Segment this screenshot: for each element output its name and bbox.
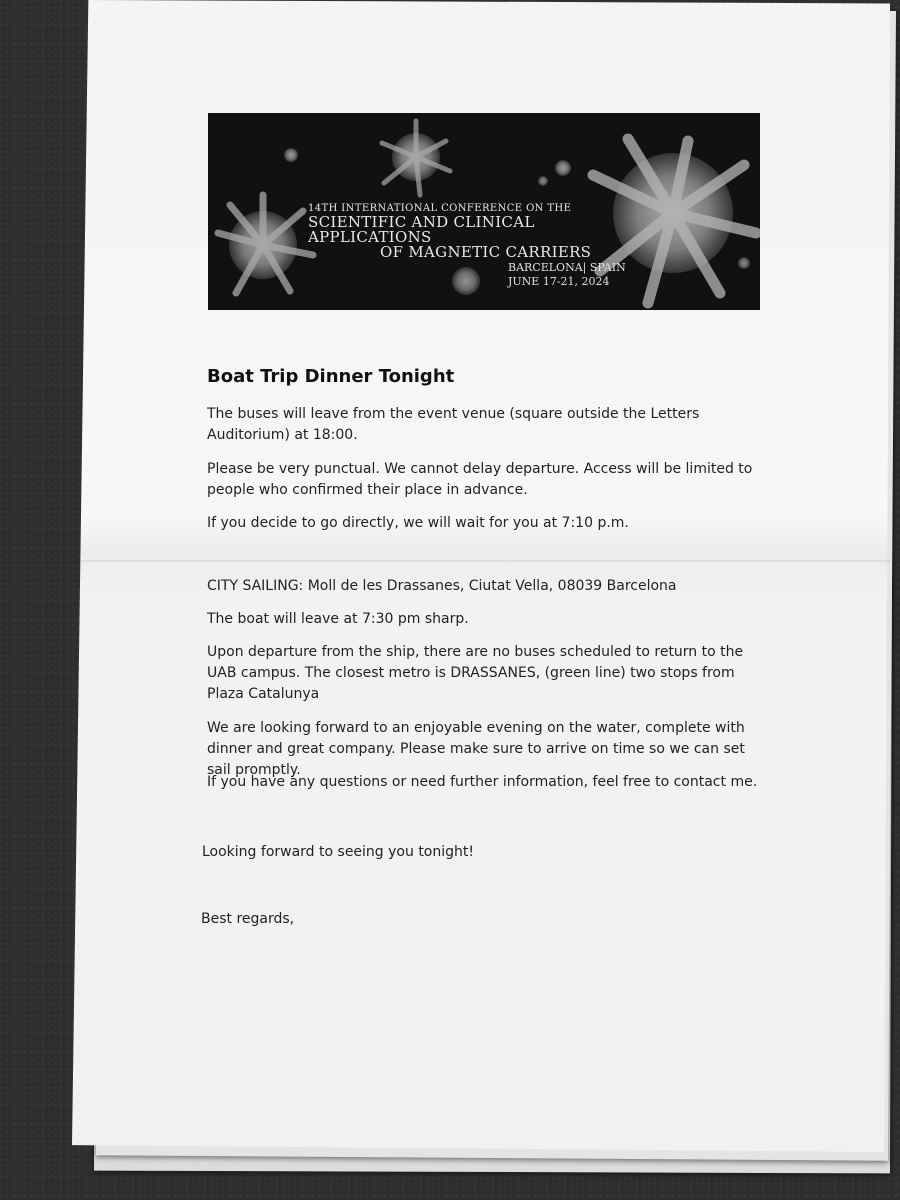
conference-banner	[208, 113, 760, 310]
conference-dates: JUNE 17-21, 2024	[508, 275, 610, 288]
conference-name-line2: OF MAGNETIC CARRIERS	[380, 243, 592, 261]
boat-departure-paragraph: The boat will leave at 7:30 pm sharp.	[207, 611, 469, 627]
contact-paragraph: If you have any questions or need further information, feel free to contact me.	[207, 774, 758, 790]
closing-line: Looking forward to seeing you tonight!	[202, 844, 474, 860]
conference-edition: 14TH INTERNATIONAL CONFERENCE ON THE	[308, 203, 572, 214]
punctuality-paragraph: Please be very punctual. We cannot delay departure. Access will be limited to people who confirmed their place in advance.	[207, 461, 753, 498]
meeting-address: CITY SAILING: Moll de les Drassanes, Ciutat Vella, 08039 Barcelona	[207, 578, 677, 594]
return-transport-paragraph: Upon departure from the ship, there are no buses scheduled to return to the UAB campus. The closest metro is DRASSANES, (green line) two stops from Plaza Catalunya	[207, 644, 744, 702]
conference-city: BARCELONA| SPAIN	[508, 261, 626, 274]
conference-title	[308, 203, 638, 260]
letter-title: Boat Trip Dinner Tonight	[207, 366, 455, 387]
conference-location	[508, 261, 626, 289]
direct-arrival-paragraph: If you decide to go directly, we will wait for you at 7:10 p.m.	[207, 515, 629, 531]
particle-graphic	[218, 195, 313, 293]
paper-fold-line	[72, 560, 890, 562]
conference-name-line1: SCIENTIFIC AND CLINICAL APPLICATIONS	[308, 213, 535, 246]
sign-off: Best regards,	[201, 911, 295, 927]
bus-departure-paragraph: The buses will leave from the event venue (square outside the Letters Auditorium) at 18:00.	[207, 406, 700, 443]
particle-graphic	[382, 121, 450, 195]
evening-description-paragraph: We are looking forward to an enjoyable evening on the water, complete with dinner and great company. Please make sure to arrive on time so we can set sail promptly.	[207, 720, 745, 778]
